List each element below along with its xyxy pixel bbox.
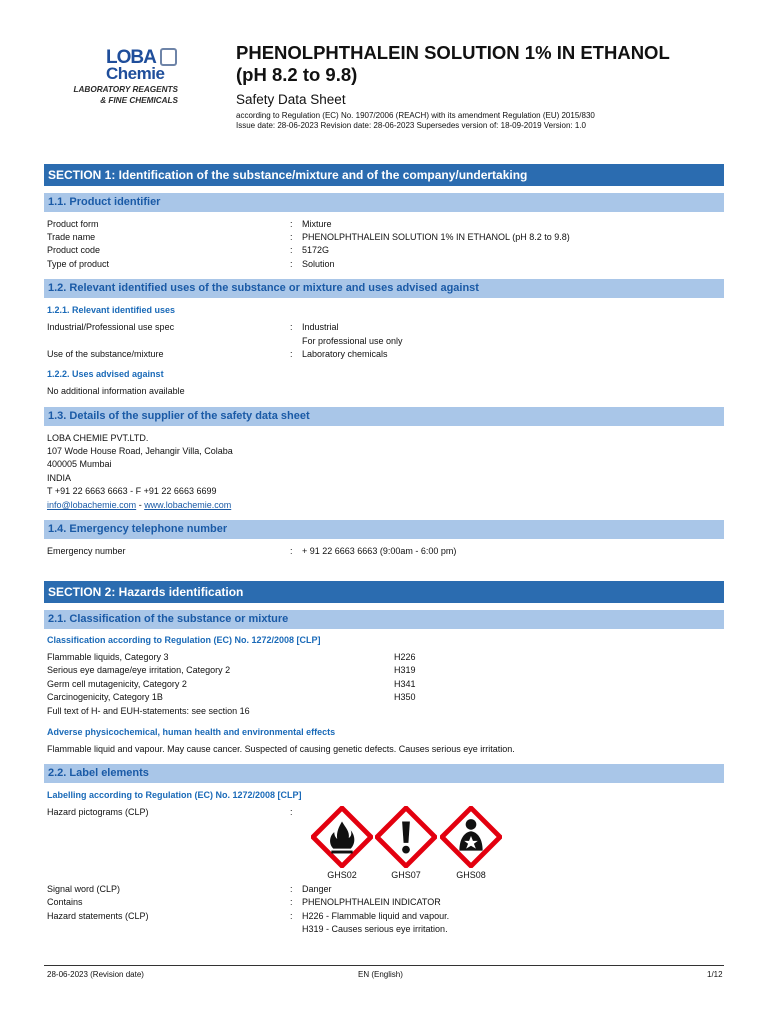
section-1-header: SECTION 1: Identification of the substance/mixture and of the company/undertaking — [44, 164, 724, 186]
supplier-address: 107 Wode House Road, Jehangir Villa, Colaba — [47, 446, 233, 456]
colon: : — [290, 884, 293, 894]
colon: : — [290, 245, 293, 255]
subsection-1-4-header: 1.4. Emergency telephone number — [44, 520, 724, 539]
logo-mark-icon — [160, 48, 177, 66]
subsection-1-3-header: 1.3. Details of the supplier of the safety data sheet — [44, 407, 724, 426]
contains-label: Contains — [47, 897, 83, 907]
uses-advised-against-text: No additional information available — [47, 386, 185, 396]
emergency-number-value: + 91 22 6663 6663 (9:00am - 6:00 pm) — [302, 546, 457, 556]
colon: : — [290, 232, 293, 242]
pictogram-label-ghs08: GHS08 — [456, 870, 486, 880]
subsection-1-2-2-title: 1.2.2. Uses advised against — [47, 369, 164, 379]
pictogram-label-ghs07: GHS07 — [391, 870, 421, 880]
footer-language: EN (English) — [358, 970, 403, 979]
subsection-1-1-header: 1.1. Product identifier — [44, 193, 724, 212]
contains-value: PHENOLPHTHALEIN INDICATOR — [302, 897, 441, 907]
subsection-1-2-header: 1.2. Relevant identified uses of the substance or mixture and uses advised against — [44, 279, 724, 298]
adverse-effects-text: Flammable liquid and vapour. May cause cancer. Suspected of causing genetic defects. Causes serious eye irritation. — [47, 744, 515, 754]
colon: : — [290, 911, 293, 921]
product-type-value: Solution — [302, 259, 335, 269]
ghs02-flame-icon — [311, 806, 373, 868]
supplier-name: LOBA CHEMIE PVT.LTD. — [47, 433, 149, 443]
logo-tagline-1: LABORATORY REAGENTS — [73, 85, 178, 94]
company-logo — [58, 46, 183, 106]
hazard-statement: H226 - Flammable liquid and vapour. — [302, 911, 450, 921]
hazard-pictograms-label: Hazard pictograms (CLP) — [47, 807, 149, 817]
section-2-header: SECTION 2: Hazards identification — [44, 581, 724, 603]
emergency-number-label: Emergency number — [47, 546, 126, 556]
signal-word-value: Danger — [302, 884, 332, 894]
colon: : — [290, 897, 293, 907]
title-line-2: (pH 8.2 to 9.8) — [236, 64, 358, 85]
document-title — [236, 42, 736, 86]
footer-revision-date: 28-06-2023 (Revision date) — [47, 970, 144, 979]
product-form-label: Product form — [47, 219, 99, 229]
classification-label: Serious eye damage/eye irritation, Category 2 — [47, 665, 231, 675]
footer-divider — [44, 965, 724, 966]
hazard-statements-label: Hazard statements (CLP) — [47, 911, 149, 921]
document-subtitle: Safety Data Sheet — [236, 92, 346, 107]
website-link[interactable]: www.lobachemie.com — [144, 500, 232, 510]
clp-classification-title: Classification according to Regulation (EC) No. 1272/2008 [CLP] — [47, 635, 321, 645]
hazard-statement: H319 - Causes serious eye irritation. — [302, 924, 448, 934]
colon: : — [290, 546, 293, 556]
ghs08-health-hazard-icon — [440, 806, 502, 868]
classification-label: Germ cell mutagenicity, Category 2 — [47, 679, 187, 689]
clp-labelling-title: Labelling according to Regulation (EC) No. 1272/2008 [CLP] — [47, 790, 302, 800]
pictogram-label-ghs02: GHS02 — [327, 870, 357, 880]
trade-name-value: PHENOLPHTHALEIN SOLUTION 1% IN ETHANOL (pH 8.2 to 9.8) — [302, 232, 570, 242]
subsection-1-2-1-title: 1.2.1. Relevant identified uses — [47, 305, 176, 315]
regulation-info — [236, 111, 736, 131]
classification-label: Carcinogenicity, Category 1B — [47, 692, 163, 702]
classification-code: H319 — [394, 665, 416, 675]
ghs07-exclamation-icon — [375, 806, 437, 868]
logo-tagline-2: & FINE CHEMICALS — [100, 96, 178, 105]
logo-text-bottom: Chemie — [106, 64, 165, 83]
logo-text-top: LOBA — [106, 47, 156, 68]
product-code-value: 5172G — [302, 245, 330, 255]
title-line-1: PHENOLPHTHALEIN SOLUTION 1% IN ETHANOL — [236, 42, 670, 63]
industrial-use-label: Industrial/Professional use spec — [47, 322, 175, 332]
classification-code: H341 — [394, 679, 416, 689]
colon: : — [290, 349, 293, 359]
regulation-line: according to Regulation (EC) No. 1907/2006 (REACH) with its amendment Regulation (EU) 2015/830 — [236, 111, 595, 120]
footer-page-number: 1/12 — [707, 970, 723, 979]
classification-label: Flammable liquids, Category 3 — [47, 652, 169, 662]
colon: : — [290, 322, 293, 332]
email-link[interactable]: info@lobachemie.com — [47, 500, 137, 510]
subsection-2-1-header: 2.1. Classification of the substance or mixture — [44, 610, 724, 629]
issue-line: Issue date: 28-06-2023 Revision date: 28-06-2023 Supersedes version of: 18-09-2019 Version: 1.0 — [236, 121, 587, 130]
logo-tagline — [58, 84, 178, 106]
classification-code: H226 — [394, 652, 416, 662]
supplier-contact-links — [47, 500, 231, 510]
supplier-city: 400005 Mumbai — [47, 459, 112, 469]
colon: : — [290, 807, 293, 817]
supplier-phone: T +91 22 6663 6663 - F +91 22 6663 6699 — [47, 486, 217, 496]
classification-code: H350 — [394, 692, 416, 702]
product-form-value: Mixture — [302, 219, 332, 229]
full-text-note: Full text of H- and EUH-statements: see section 16 — [47, 706, 250, 716]
industrial-use-value: Industrial — [302, 322, 339, 332]
substance-use-value: Laboratory chemicals — [302, 349, 388, 359]
product-code-label: Product code — [47, 245, 101, 255]
adverse-effects-title: Adverse physicochemical, human health and environmental effects — [47, 727, 336, 737]
supplier-country: INDIA — [47, 473, 72, 483]
trade-name-label: Trade name — [47, 232, 96, 242]
subsection-2-2-header: 2.2. Label elements — [44, 764, 724, 783]
product-type-label: Type of product — [47, 259, 110, 269]
colon: : — [290, 259, 293, 269]
colon: : — [290, 219, 293, 229]
industrial-use-value-2: For professional use only — [302, 336, 403, 346]
signal-word-label: Signal word (CLP) — [47, 884, 121, 894]
link-separator: - — [136, 500, 145, 510]
substance-use-label: Use of the substance/mixture — [47, 349, 164, 359]
